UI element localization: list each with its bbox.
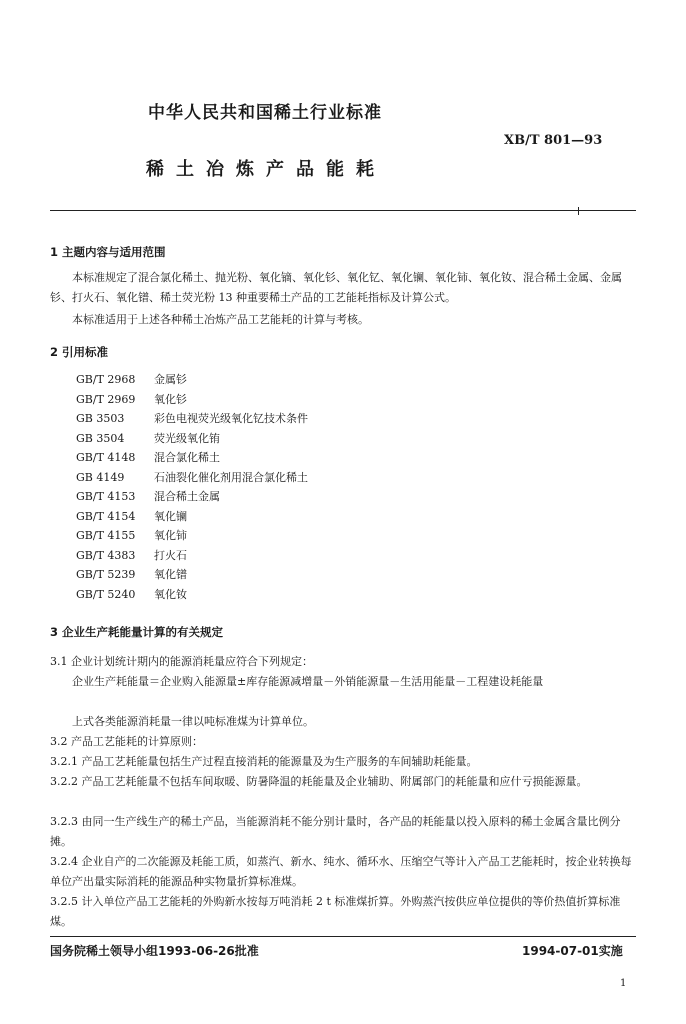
clause-3-2-4: 3.2.4 企业自产的二次能源及耗能工质，如蒸汽、新水、纯水、循环水、压缩空气等计入产品工艺能耗时，按企业转换每单位产出量实际消耗的能源品种实物量折算标准煤。 [50,855,632,888]
clause-3-1: 3.1 企业计划统计期内的能源消耗量应符合下列规定： [50,655,313,668]
reference-item [76,390,308,410]
reference-code: GB/T 4155 [76,529,136,542]
section-3-heading: 3 企业生产耗能量计算的有关规定 [50,625,224,639]
header-rule-tick [578,207,579,215]
clause-3-2: 3.2 产品工艺能耗的计算原则： [50,735,203,748]
section-1-paragraph-1: 本标准规定了混合氯化稀土、抛光粉、氧化镝、氧化钐、氧化钇、氧化镧、氧化铈、氧化钕、混合稀土金属、金属钐、打火石、氧化镨、稀土荧光粉 13 种重要稀土产品的工艺能耗指标及计算公式。 [50,271,622,304]
section-1-heading: 1 主题内容与适用范围 [50,245,166,259]
reference-name: 混合稀土金属 [154,490,220,503]
reference-code: GB/T 5240 [76,587,136,601]
reference-code: GB 4149 [76,470,125,484]
reference-code: GB/T 2968 [76,373,136,386]
reference-item [76,507,308,527]
reference-code: GB/T 4383 [76,548,136,562]
clause-3-2-5: 3.2.5 计入单位产品工艺能耗的外购新水按每万吨消耗 2 t 标准煤折算。外购蒸汽按供应单位提供的等价热值折算标准煤。 [50,895,621,928]
reference-code: GB/T 4154 [76,509,136,523]
clause-3-2-1: 3.2.1 产品工艺耗能量包括生产过程直接消耗的能源量及为生产服务的车间辅助耗能量。 [50,755,478,768]
clause-3-1-formula: 企业生产耗能量＝企业购入能源量±库存能源减增量－外销能源量－生活用能量－工程建设耗能量 [72,675,544,688]
reference-item [76,409,308,429]
reference-item [76,429,308,449]
document-title: 稀土冶炼产品能耗 [146,159,386,180]
reference-name: 氧化镧 [154,509,187,523]
reference-name: 金属钐 [154,373,187,386]
reference-item [76,565,308,585]
reference-name: 氧化铈 [154,529,187,542]
reference-name: 彩色电视荧光级氧化钇技术条件 [154,412,308,425]
standard-code: XB/T 801—93 [504,133,603,148]
reference-name: 氧化钐 [154,392,187,406]
reference-item [76,370,308,390]
reference-item [76,448,308,468]
reference-list [76,370,308,604]
header-rule [50,210,636,211]
reference-item [76,526,308,546]
effective-date: 1994-07-01实施 [522,944,623,958]
reference-code: GB 3503 [76,412,125,425]
reference-name: 石油裂化催化剂用混合氯化稀土 [154,470,308,484]
clause-3-1-note: 上式各类能源消耗量一律以吨标准煤为计算单位。 [72,715,314,728]
reference-code: GB/T 2969 [76,392,136,406]
approval-date: 国务院稀土领导小组1993-06-26批准 [50,944,259,958]
reference-item [76,585,308,605]
page-number: 1 [620,978,627,989]
reference-name: 打火石 [154,548,187,562]
standard-org-title: 中华人民共和国稀土行业标准 [148,103,382,123]
footer-rule [50,936,636,937]
reference-name: 氧化钕 [154,587,187,601]
reference-item [76,546,308,566]
reference-code: GB/T 4148 [76,451,136,464]
reference-code: GB 3504 [76,431,125,445]
reference-item [76,468,308,488]
section-1-paragraph-2: 本标准适用于上述各种稀土冶炼产品工艺能耗的计算与考核。 [72,313,369,326]
clause-3-2-2: 3.2.2 产品工艺耗能量不包括车间取暖、防暑降温的耗能量及企业辅助、附属部门的耗能量和应什亏损能源量。 [50,775,588,788]
reference-code: GB/T 4153 [76,490,136,503]
section-2-heading: 2 引用标准 [50,345,109,359]
clause-3-2-3: 3.2.3 由同一生产线生产的稀土产品，当能源消耗不能分别计量时，各产品的耗能量以投入原料的稀土金属含量比例分摊。 [50,815,621,848]
reference-name: 荧光级氧化铕 [154,431,220,445]
reference-item [76,487,308,507]
reference-code: GB/T 5239 [76,568,136,581]
reference-name: 氧化镨 [154,568,187,581]
reference-name: 混合氯化稀土 [154,451,220,464]
